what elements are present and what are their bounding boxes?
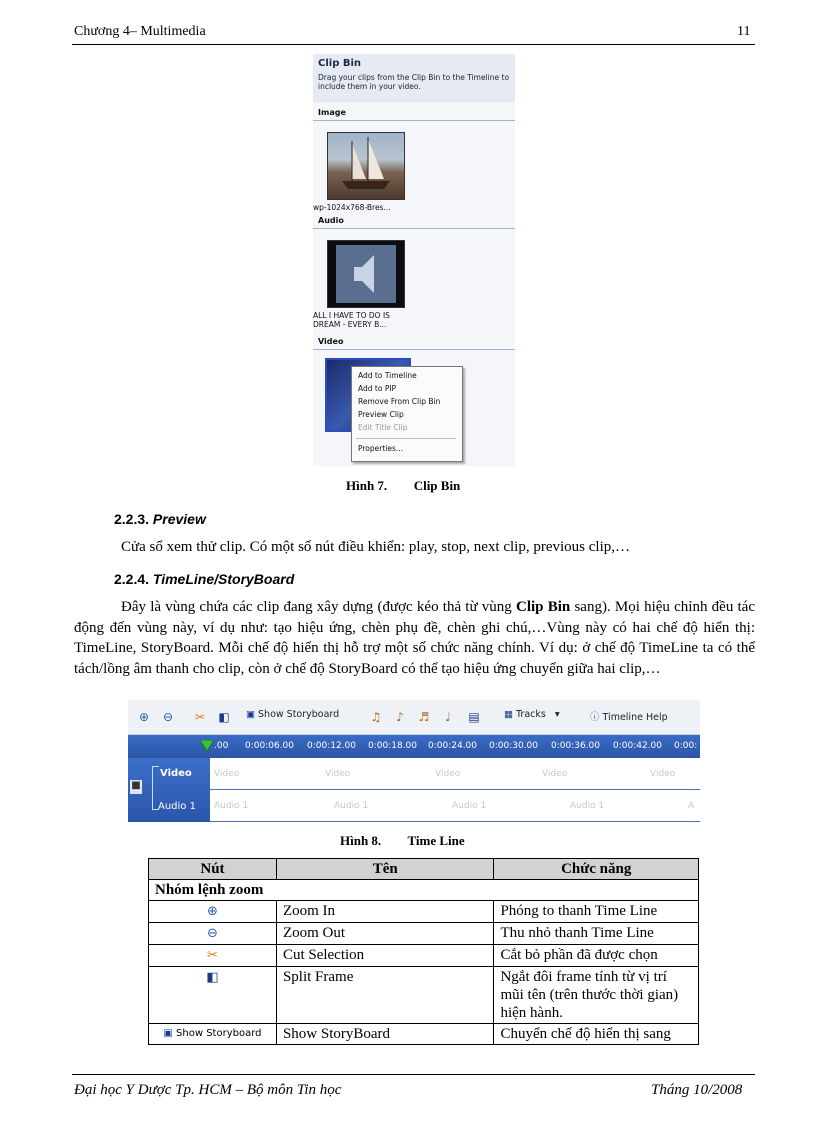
section-timeline-heading <box>114 571 294 587</box>
section-preview-text: Cửa sổ xem thử clip. Có một số nút điều khiển: play, stop, next clip, previous clip,… <box>121 539 630 555</box>
zoom-out-icon[interactable]: ⊖ <box>162 710 174 724</box>
para-clip-bin-bold: Clip Bin <box>516 599 571 615</box>
chevron-down-icon: ▾ <box>554 709 560 720</box>
row-name: Show StoryBoard <box>276 1024 494 1045</box>
row-func: Cắt bỏ phần đã được chọn <box>494 945 699 967</box>
row-icon-cell <box>149 945 277 967</box>
audio-section-rule <box>313 228 515 229</box>
menu-separator <box>356 438 456 439</box>
timeline-figure <box>128 700 700 823</box>
help-icon: ⓘ <box>590 712 600 723</box>
snapshot-icon[interactable]: ▤ <box>468 710 480 724</box>
mute-icon[interactable]: ♬ <box>418 710 430 724</box>
row-name: Zoom In <box>276 901 494 923</box>
track-divider <box>210 789 700 790</box>
row-icon-cell <box>149 923 277 945</box>
video-ghost-1: Video <box>214 769 240 779</box>
menu-remove-from-clip-bin[interactable]: Remove From Clip Bin <box>358 397 441 406</box>
figure-8-number: Hình 8. <box>340 833 382 848</box>
section-timeline-title: TimeLine/StoryBoard <box>152 571 295 587</box>
video-section-rule <box>313 349 515 350</box>
tracks-icon: ▦ <box>504 709 513 720</box>
cut-icon[interactable]: ✂ <box>194 710 206 724</box>
clip-bin-figure <box>313 54 515 466</box>
audio-track-label[interactable]: Audio 1 <box>158 801 196 812</box>
row-func: Thu nhỏ thanh Time Line <box>494 923 699 945</box>
audio-ghost-4: Audio 1 <box>570 801 605 811</box>
audio-caption-line1: ALL I HAVE TO DO IS <box>313 311 390 320</box>
audio-levels-icon[interactable]: ♪ <box>396 710 404 724</box>
audio-caption-line2: DREAM - EVERY B... <box>313 320 387 329</box>
cut-icon: ✂ <box>207 948 218 963</box>
row-func: Phóng to thanh Time Line <box>494 901 699 923</box>
menu-preview-clip[interactable]: Preview Clip <box>358 410 404 419</box>
clip-bin-description: Drag your clips from the Clip Bin to the Timeline to include them in your video. <box>318 73 510 91</box>
header-nut: Nút <box>149 859 277 880</box>
track-bottom-divider <box>210 821 700 822</box>
section-timeline-number: 2.2.4. <box>114 571 150 587</box>
figure-7-caption <box>346 478 460 494</box>
track-headers <box>128 758 210 822</box>
row-func: Ngắt đôi frame tính từ vị trí mũi tên (trên thước thời gian) hiện hành. <box>494 967 699 1024</box>
clip-bin-header <box>313 54 515 102</box>
chapter-title: Chương 4– Multimedia <box>74 24 206 39</box>
footer-rule <box>72 1074 755 1075</box>
row-icon-cell <box>149 967 277 1024</box>
video-ghost-5: Video <box>650 769 676 779</box>
ruler-tick-3: 0:00:18.00 <box>368 741 418 751</box>
ruler-tick-1: 0:00:06.00 <box>245 741 295 751</box>
audio-ghost-3: Audio 1 <box>452 801 487 811</box>
group-zoom-label: Nhóm lệnh zoom <box>149 880 699 901</box>
table-row <box>149 1024 699 1045</box>
fade-icon[interactable]: ♩ <box>445 710 451 724</box>
zoom-out-icon: ⊖ <box>207 926 218 941</box>
track-area[interactable] <box>210 758 700 822</box>
ruler-tick-7: 0:00:42.00 <box>613 741 663 751</box>
show-storyboard-button[interactable] <box>246 709 339 720</box>
menu-add-to-timeline[interactable]: Add to Timeline <box>358 371 417 380</box>
narrate-icon[interactable]: ♫ <box>370 710 382 724</box>
row-name: Split Frame <box>276 967 494 1024</box>
figure-7-label: Clip Bin <box>413 478 461 493</box>
row-func: Chuyển chế độ hiển thị sang <box>494 1024 699 1045</box>
footer-institution: Đại học Y Dược Tp. HCM – Bộ môn Tin học <box>74 1082 342 1098</box>
table-row <box>149 945 699 967</box>
figure-7-number: Hình 7. <box>346 478 388 493</box>
row-name: Cut Selection <box>276 945 494 967</box>
timeline-help-label: Timeline Help <box>602 712 668 723</box>
button-table <box>148 858 699 1045</box>
audio-thumbnail[interactable] <box>327 240 405 308</box>
table-row <box>149 901 699 923</box>
show-storyboard-label: Show Storyboard <box>258 709 340 720</box>
table-row <box>149 967 699 1024</box>
audio-ghost-1: Audio 1 <box>214 801 249 811</box>
header-ten: Tên <box>276 859 494 880</box>
video-ghost-2: Video <box>325 769 351 779</box>
para-part-1: Đây là vùng chứa các clip đang xây dựng (được kéo thả từ vùng <box>121 599 517 615</box>
image-caption: wp-1024x768-Bres... <box>313 203 391 212</box>
ship-icon <box>328 133 404 199</box>
row-icon-cell <box>149 1024 277 1045</box>
clip-bin-title: Clip Bin <box>318 58 362 69</box>
audio-section-label: Audio <box>318 216 344 225</box>
row-icon-cell <box>149 901 277 923</box>
row-name: Zoom Out <box>276 923 494 945</box>
figure-8-label: Time Line <box>407 833 465 848</box>
section-preview-heading <box>114 511 206 527</box>
menu-properties[interactable]: Properties... <box>358 444 404 453</box>
tracks-button[interactable] <box>504 709 560 720</box>
section-timeline-paragraph <box>74 597 755 679</box>
menu-edit-title-clip: Edit Title Clip <box>358 423 408 432</box>
timeline-help-button[interactable] <box>590 709 668 723</box>
context-menu <box>351 366 463 462</box>
footer-date: Tháng 10/2008 <box>651 1082 743 1098</box>
storyboard-icon-label: Show Storyboard <box>176 1028 262 1039</box>
storyboard-icon: ▣ <box>246 709 255 720</box>
video-track-label[interactable]: Video <box>160 768 192 779</box>
audio-ghost-5: A <box>688 801 695 811</box>
menu-add-to-pip[interactable]: Add to PIP <box>358 384 397 393</box>
timeline-toolbar <box>128 700 700 735</box>
table-group-row <box>149 880 699 901</box>
split-icon[interactable]: ◧ <box>218 710 230 724</box>
ruler-tick-6: 0:00:36.00 <box>551 741 601 751</box>
image-thumbnail[interactable] <box>327 132 405 200</box>
audio-ghost-2: Audio 1 <box>334 801 369 811</box>
lock-icon[interactable]: ■ <box>130 780 142 794</box>
section-preview-number: 2.2.3. <box>114 511 150 527</box>
para-part-2: sang). Mọi hiệu chỉnh đều tác động đến vùng này, ví dụ như: tạo hiệu ứng, chèn phụ đề, chèn ghi chú,…Vùng này có hai chế độ hiển thị: TimeLine, StoryBoard. Mỗi chế độ hiển thị hỗ trợ một số chức năng chính. Ví dụ: ở chế độ TimeLine ta có thể tách/lồng âm thanh cho clip, còn ở chế độ StoryBoard có thể tạo hiệu ứng chuyển giữa hai clip,… <box>74 599 756 677</box>
ruler-tick-2: 0:00:12.00 <box>307 741 357 751</box>
table-header-row <box>149 859 699 880</box>
speaker-icon <box>328 241 404 307</box>
ruler-tick-0: .00 <box>214 741 229 751</box>
video-ghost-3: Video <box>435 769 461 779</box>
zoom-in-icon[interactable]: ⊕ <box>138 710 150 724</box>
playhead-marker-icon[interactable] <box>200 740 214 752</box>
image-section-label: Image <box>318 108 346 117</box>
zoom-in-icon: ⊕ <box>207 904 218 919</box>
video-ghost-4: Video <box>542 769 568 779</box>
page-number: 11 <box>737 24 751 39</box>
ruler-tick-4: 0:00:24.00 <box>428 741 478 751</box>
header-rule <box>72 44 755 45</box>
video-section-label: Video <box>318 337 344 346</box>
table-row <box>149 923 699 945</box>
tracks-label: Tracks <box>516 709 546 720</box>
image-section-rule <box>313 120 515 121</box>
storyboard-icon: ▣ <box>163 1028 173 1039</box>
split-icon: ◧ <box>206 970 219 985</box>
section-preview-title: Preview <box>152 511 206 527</box>
ruler-tick-5: 0:00:30.00 <box>489 741 539 751</box>
ruler-tick-8: 0:00: <box>674 741 698 751</box>
header-chuc-nang: Chức năng <box>494 859 699 880</box>
figure-8-caption <box>340 833 465 849</box>
